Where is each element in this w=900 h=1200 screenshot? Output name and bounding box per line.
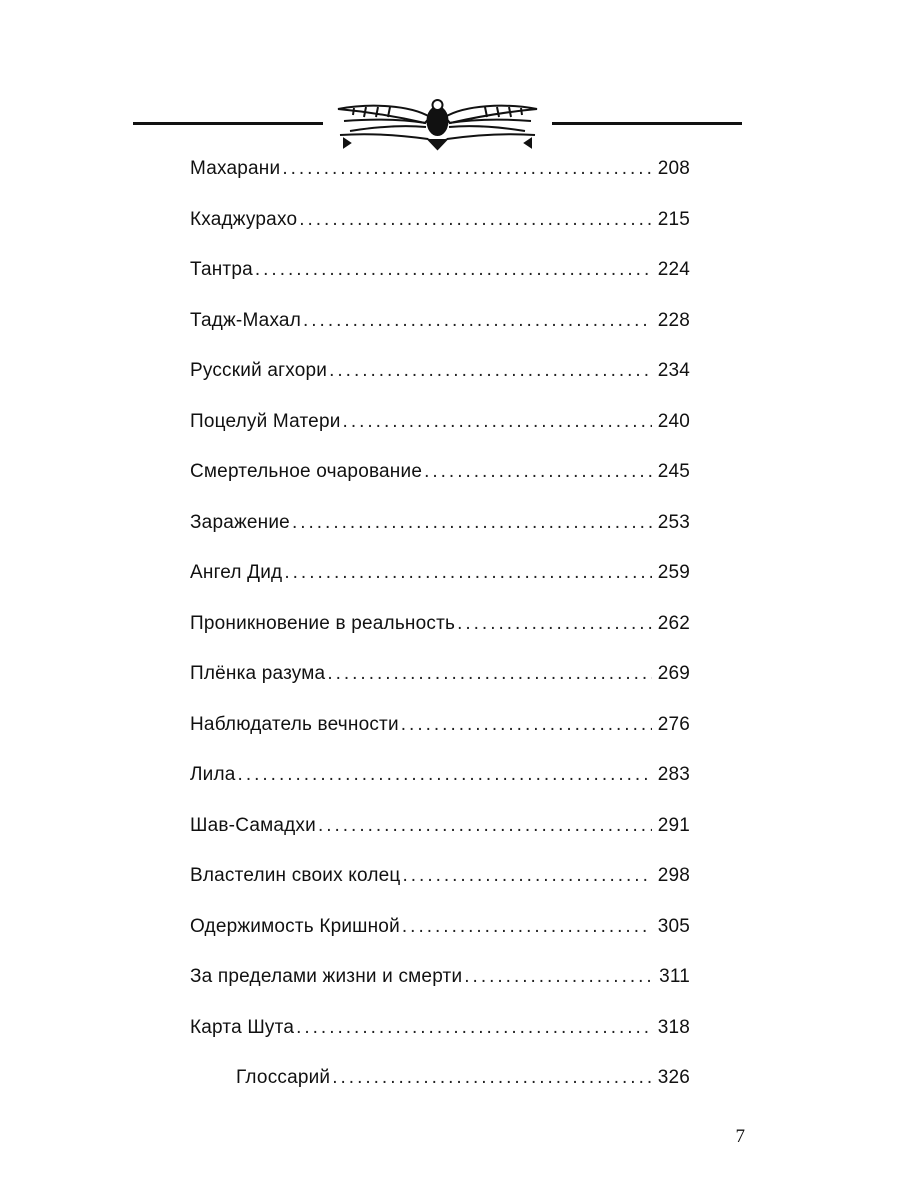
toc-entry-page: 318 — [657, 1016, 690, 1038]
toc-entry-page: 311 — [659, 966, 690, 987]
toc-entry-title: Плёнка разума — [190, 663, 326, 684]
toc-entry-title: Тадж-Махал — [190, 309, 301, 331]
toc-entry-page: 326 — [657, 1067, 690, 1088]
toc-entry-title: За пределами жизни и смерти — [190, 966, 463, 987]
toc-entry-title: Одержимость Кришной — [190, 915, 400, 937]
toc-entry — [190, 411, 690, 462]
toc-entry — [190, 461, 690, 512]
toc-entry-page: 262 — [657, 612, 690, 634]
toc-entry-page: 276 — [657, 713, 690, 735]
toc-entry — [190, 562, 690, 613]
toc-leader — [402, 865, 652, 887]
toc-leader — [284, 562, 652, 584]
toc-entry-title: Заражение — [190, 511, 290, 533]
toc-entry-title: Проникновение в реальность — [190, 612, 456, 634]
toc-entry-title: Наблюдатель вечности — [190, 713, 399, 735]
toc-entry — [190, 209, 690, 260]
toc-entry-title: Властелин своих колец — [190, 865, 401, 886]
toc-entry-page: 305 — [657, 915, 690, 937]
toc-entry-page: 215 — [657, 208, 690, 230]
toc-entry — [190, 259, 690, 310]
toc-entry-title: Махарани — [190, 158, 281, 179]
toc-leader — [282, 158, 652, 180]
table-of-contents — [190, 158, 690, 1118]
winged-scarab-icon — [330, 95, 545, 155]
toc-entry-title: Кхаджурахо — [190, 208, 298, 230]
toc-entry-page: 224 — [657, 259, 690, 280]
toc-entry — [190, 865, 690, 916]
toc-entry — [190, 815, 690, 866]
toc-entry-page: 291 — [657, 814, 690, 836]
toc-leader — [238, 764, 652, 786]
toc-leader — [457, 613, 652, 635]
toc-entry — [190, 512, 690, 563]
toc-entry-title: Поцелуй Матери — [190, 410, 341, 432]
toc-entry — [190, 916, 690, 967]
toc-entry-page: 259 — [657, 562, 690, 583]
ornament-rule-left — [133, 122, 323, 125]
toc-entry-title: Смертельное очарование — [190, 461, 423, 482]
toc-leader — [299, 209, 652, 231]
toc-entry-title: Лила — [190, 764, 236, 785]
toc-leader — [332, 1067, 652, 1089]
ornament-rule-right — [552, 122, 742, 125]
toc-leader — [255, 259, 652, 281]
toc-entry-page: 228 — [657, 309, 690, 331]
toc-entry-title: Карта Шута — [190, 1016, 295, 1038]
toc-entry-title: Глоссарий — [190, 1067, 330, 1089]
toc-entry — [190, 158, 690, 209]
page-number: 7 — [735, 1126, 745, 1147]
toc-entry-title: Тантра — [190, 259, 253, 280]
toc-entry-title: Русский агхори — [190, 360, 328, 381]
toc-entry — [190, 613, 690, 664]
toc-entry — [190, 714, 690, 765]
toc-entry-page: 269 — [657, 663, 690, 684]
toc-leader — [296, 1017, 652, 1039]
toc-leader — [303, 310, 652, 332]
toc-leader — [343, 411, 652, 433]
toc-leader — [464, 966, 652, 988]
toc-entry-page: 234 — [657, 360, 690, 381]
toc-entry-page: 298 — [657, 865, 690, 886]
toc-leader — [329, 360, 652, 382]
toc-entry — [190, 966, 690, 1017]
toc-entry-page: 253 — [657, 511, 690, 533]
toc-entry — [190, 1017, 690, 1068]
toc-leader — [327, 663, 652, 685]
toc-entry-title: Ангел Дид — [190, 562, 283, 583]
toc-leader — [424, 461, 652, 483]
toc-entry-page: 245 — [657, 461, 690, 482]
toc-entry-page: 283 — [657, 764, 690, 785]
toc-entry-glossary — [190, 1067, 690, 1118]
toc-leader — [401, 714, 652, 736]
toc-entry — [190, 310, 690, 361]
toc-entry — [190, 764, 690, 815]
toc-leader — [292, 512, 652, 534]
toc-entry — [190, 663, 690, 714]
header-ornament — [0, 95, 900, 155]
toc-leader — [402, 916, 652, 938]
toc-leader — [318, 815, 652, 837]
toc-entry — [190, 360, 690, 411]
toc-entry-page: 240 — [657, 410, 690, 432]
toc-entry-title: Шав-Самадхи — [190, 814, 316, 836]
toc-entry-page: 208 — [657, 158, 690, 179]
